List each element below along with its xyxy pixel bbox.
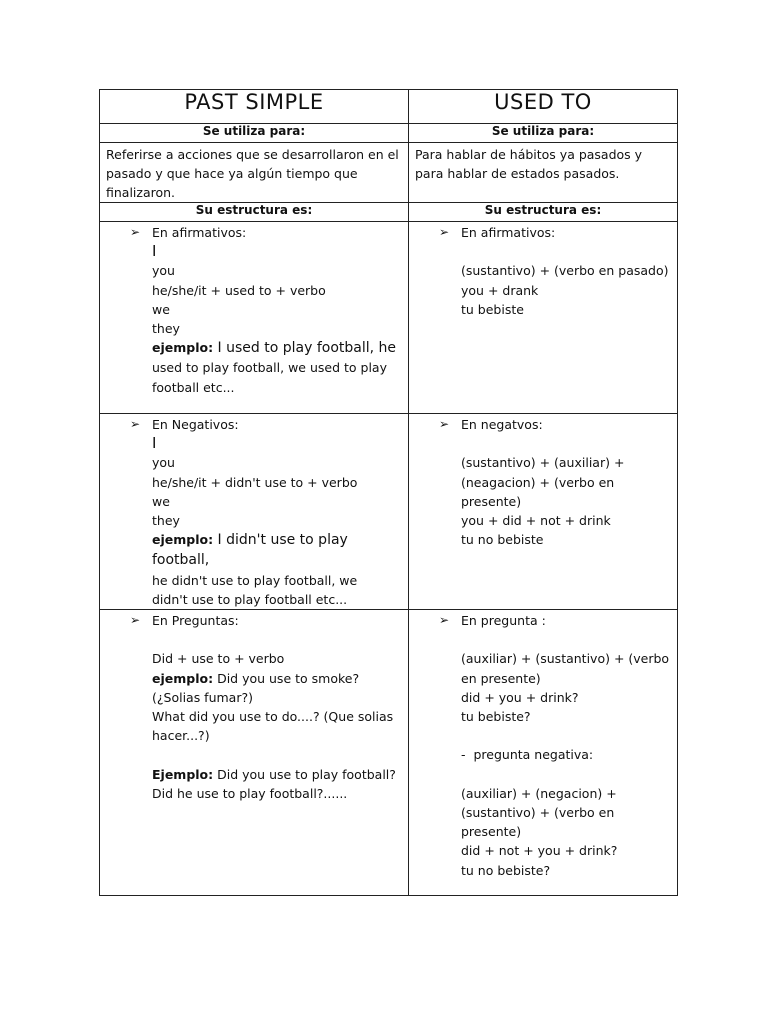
bullet-arrow-icon: ➢: [439, 613, 450, 628]
grammar-table: [99, 89, 678, 896]
used-to-title: USED TO: [409, 90, 678, 124]
example-text: Did you use to smoke?: [213, 670, 360, 686]
example-text: I used to play football, he: [213, 340, 397, 357]
pronoun-line: you: [152, 263, 175, 279]
spacer: [439, 726, 671, 745]
structure-label-right: Su estructura es:: [409, 203, 678, 222]
structure-line: presente): [461, 824, 522, 840]
negative-cell-right: [409, 414, 678, 610]
translation-line: tu bebiste: [461, 301, 524, 317]
pronoun-line: they: [152, 513, 180, 529]
example-line: you + drank: [461, 282, 539, 298]
structure-label-left: Su estructura es:: [100, 203, 409, 222]
past-simple-title: PAST SIMPLE: [100, 90, 409, 124]
pronoun-line: I: [152, 242, 157, 261]
bullet-arrow-icon: ➢: [130, 225, 141, 239]
example-cont: football etc...: [152, 379, 235, 395]
example-text: Did you use to play football?: [213, 766, 396, 782]
question-cell-right: [409, 610, 678, 896]
example-line: did + not + you + drink?: [461, 843, 618, 859]
structure-line: en presente): [461, 670, 541, 686]
structure-line: presente): [461, 493, 522, 509]
question-heading-left: En Preguntas:: [152, 613, 239, 629]
negative-heading-right: En negatvos:: [461, 417, 543, 432]
example-line: did + you + drink?: [461, 689, 579, 705]
bullet-arrow-icon: ➢: [439, 417, 450, 431]
example-cont: Did he use to play football?......: [152, 785, 348, 801]
affirmative-cell-right: [409, 222, 678, 414]
usage-text-right: Para hablar de hábitos ya pasados y para hablar de estados pasados.: [415, 147, 643, 181]
example-line: you + did + not + drink: [461, 513, 611, 528]
example-line: What did you use to do....? (Que solias: [152, 709, 394, 725]
translation-line: (¿Solias fumar?): [152, 689, 253, 705]
translation-line: tu no bebiste: [461, 532, 544, 548]
example-cont: didn't use to play football etc...: [152, 591, 348, 607]
structure-line: (auxiliar) + (negacion) +: [461, 785, 617, 801]
example-text: I didn't use to play football,: [152, 532, 348, 569]
example-label: ejemplo:: [152, 670, 214, 686]
structure-line: (sustantivo) + (verbo en pasado): [461, 263, 669, 279]
example-cont: used to play football, we used to play: [152, 360, 387, 376]
example-line: hacer...?): [152, 728, 210, 744]
example-label: ejemplo:: [152, 340, 214, 356]
pronoun-line: you: [152, 455, 175, 471]
structure-line: (sustantivo) + (verbo en: [461, 805, 615, 821]
spacer: [439, 630, 671, 649]
usage-cell-left: [100, 143, 409, 203]
example-line: [130, 669, 402, 688]
structure-line: he/she/it + used to + verbo: [152, 282, 326, 298]
affirmative-heading-left: En afirmativos:: [152, 225, 247, 240]
pronoun-line: I: [152, 434, 157, 453]
structure-line: he/she/it + didn't use to + verbo: [152, 474, 358, 490]
structure-line: (auxiliar) + (sustantivo) + (verbo: [461, 651, 670, 667]
negative-cell-left: [100, 414, 409, 610]
usage-text-left: Referirse a acciones que se desarrollaron en el pasado y que hace ya algún tiempo que finalizaron.: [106, 147, 399, 200]
example-cont: he didn't use to play football, we: [152, 572, 358, 588]
dash-marker: -: [461, 747, 466, 763]
bullet-arrow-icon: ➢: [130, 613, 141, 628]
bullet-arrow-icon: ➢: [439, 225, 450, 239]
example-line: [130, 338, 402, 358]
question-cell-left: [100, 610, 409, 896]
spacer: [439, 242, 671, 261]
structure-line: Did + use to + verbo: [152, 651, 285, 667]
structure-line: (sustantivo) + (auxiliar) +: [461, 455, 625, 471]
spacer: [130, 745, 402, 764]
negative-question-heading: [439, 745, 671, 764]
negative-heading-left: En Negativos:: [152, 417, 239, 432]
spacer: [439, 765, 671, 784]
spacer: [130, 630, 402, 649]
pronoun-line: they: [152, 321, 180, 337]
structure-line: (neagacion) + (verbo en: [461, 474, 615, 490]
affirmative-cell-left: [100, 222, 409, 414]
translation-line: tu no bebiste?: [461, 862, 551, 878]
spacer: [439, 434, 671, 453]
example-line: [130, 530, 402, 570]
example-line: [130, 765, 402, 784]
question-heading-right: En pregunta :: [461, 613, 546, 629]
pronoun-line: we: [152, 493, 170, 509]
usage-label-left: Se utiliza para:: [100, 124, 409, 143]
usage-cell-right: [409, 143, 678, 203]
affirmative-heading-right: En afirmativos:: [461, 225, 556, 240]
usage-label-right: Se utiliza para:: [409, 124, 678, 143]
example-label: ejemplo:: [152, 532, 214, 548]
bullet-arrow-icon: ➢: [130, 417, 141, 431]
pronoun-line: we: [152, 301, 170, 317]
translation-line: tu bebiste?: [461, 709, 531, 725]
example-label: Ejemplo:: [152, 766, 214, 782]
negative-question-label: pregunta negativa:: [473, 747, 594, 763]
